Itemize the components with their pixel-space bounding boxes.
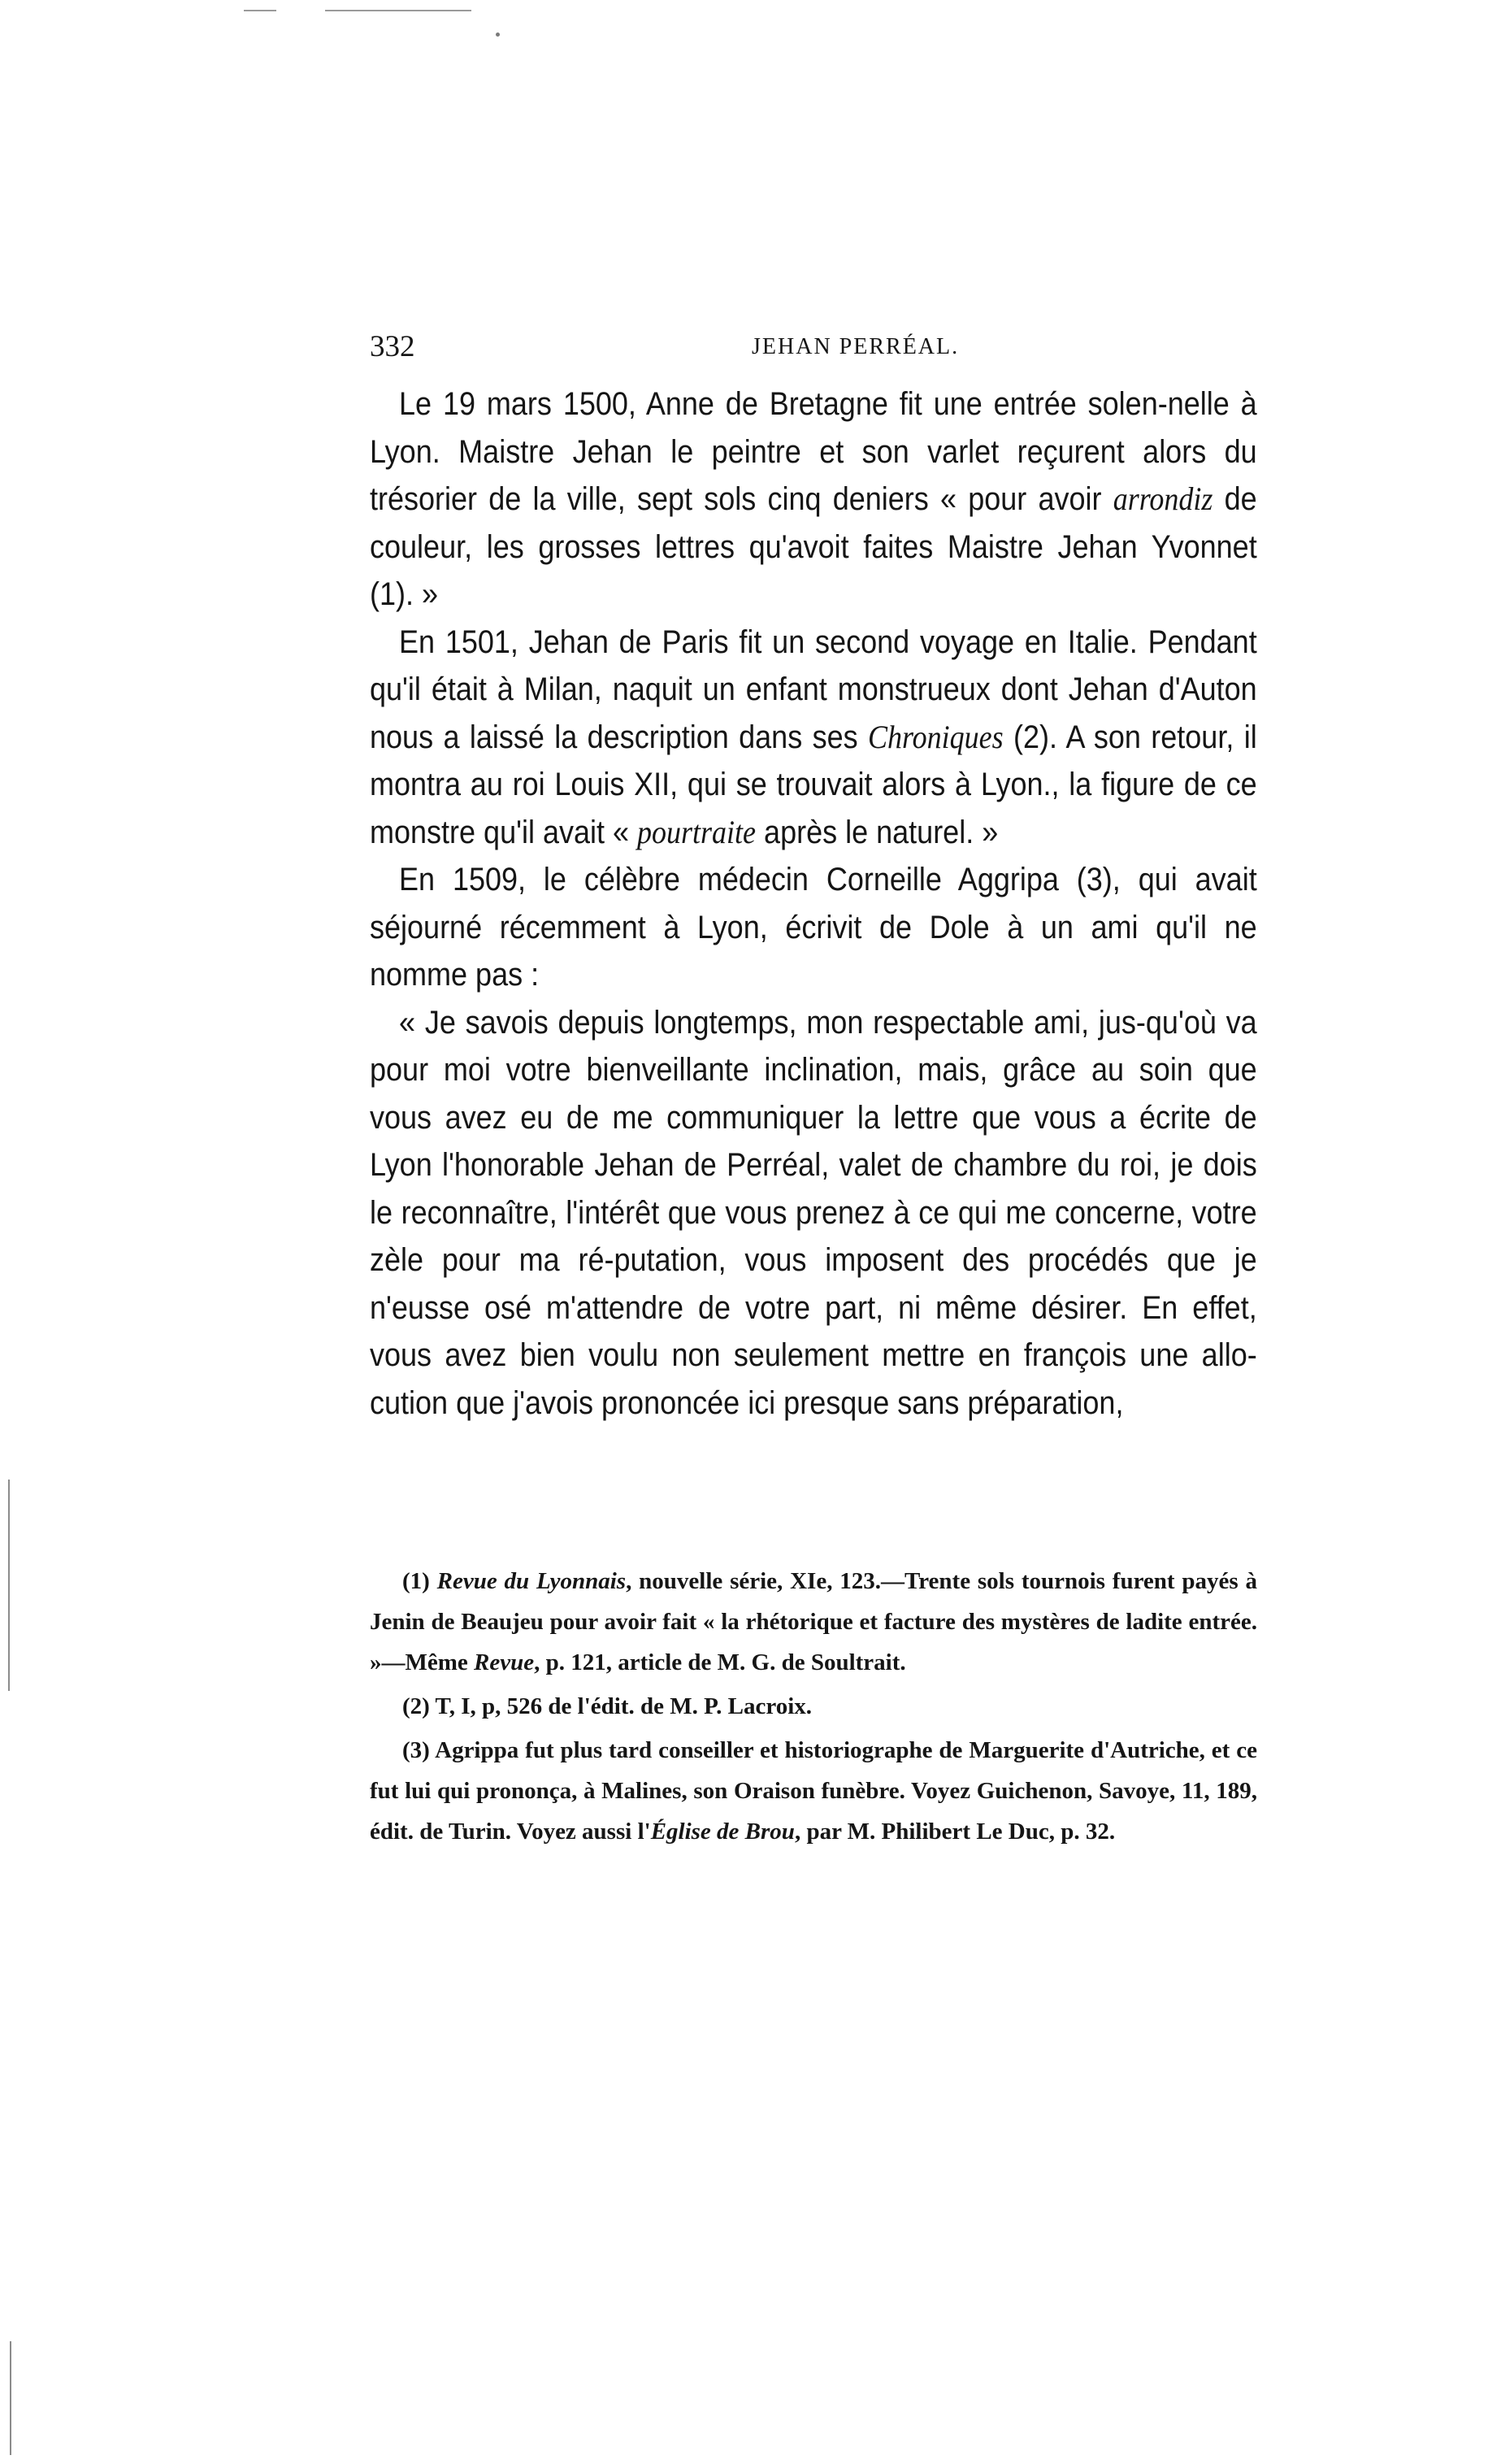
running-title: JEHAN PERRÉAL. (752, 334, 960, 359)
paragraph: En 1501, Jehan de Paris fit un second voyage en Italie. Pendant qu'il était à Milan, naquit un enfant monstrueux dont Jehan d'Auton nous a laissé la description dans ses Chroniques (2). A son retour, il montra au roi Louis XII, qui se trouvait alors à Lyon., la figure de ce monstre qu'il avait « pourtraite après le naturel. » (370, 624, 1257, 850)
page-number: 332 (370, 330, 415, 363)
footnote-2: (2) T, I, p, 526 de l'édit. de M. P. Lacroix. (402, 1693, 813, 1719)
main-text (370, 380, 1257, 1427)
running-header (370, 329, 1257, 378)
scan-margin-line (8, 1480, 10, 1691)
footnotes (370, 1561, 1257, 1855)
footnote-1: (1) Revue du Lyonnais, nouvelle série, XIe, 123.—Trente sols tournois furent payés à Jenin de Beaujeu pour avoir fait « la rhétorique et facture des mystères de ladite entrée. »—Même Revue, p. 121, article de M. G. de Soultrait. (370, 1568, 1257, 1675)
footnote-3: (3) Agrippa fut plus tard conseiller et historiographe de Marguerite d'Autriche, et ce fut lui qui prononça, à Malines, son Oraison funèbre. Voyez Guichenon, Savoye, 11, 189, édit. de Turin. Voyez aussi l'Église de Brou, par M. Philibert Le Duc, p. 32. (370, 1737, 1257, 1845)
scan-margin-line (10, 2341, 11, 2455)
paragraph: Le 19 mars 1500, Anne de Bretagne fit une entrée solen-nelle à Lyon. Maistre Jehan le peintre et son varlet reçurent alors du trésorier de la ville, sept sols cinq deniers « pour avoir arrondiz de couleur, les grosses lettres qu'avoit faites Maistre Jehan Yvonnet (1). » (370, 386, 1257, 612)
scan-edge-mark (244, 10, 276, 11)
scan-edge-mark (325, 10, 471, 11)
paragraph: « Je savois depuis longtemps, mon respectable ami, jus-qu'où va pour moi votre bienveillante inclination, mais, grâce au soin que vous avez eu de me communiquer la lettre que vous a écrite de Lyon l'honorable Jehan de Perréal, valet de chambre du roi, je dois le reconnaître, l'intérêt que vous prenez à ce qui me concerne, votre zèle pour ma ré-putation, vous imposent des procédés que je n'eusse osé m'attendre de votre part, ni même désirer. En effet, vous avez bien voulu non seulement mettre en françois une allo-cution que j'avois prononcée ici presque sans préparation, (370, 1004, 1257, 1421)
paragraph: En 1509, le célèbre médecin Corneille Aggripa (3), qui avait séjourné récemment à Lyon, écrivit de Dole à un ami qu'il ne nomme pas : (370, 862, 1257, 993)
scan-speck (496, 33, 500, 37)
